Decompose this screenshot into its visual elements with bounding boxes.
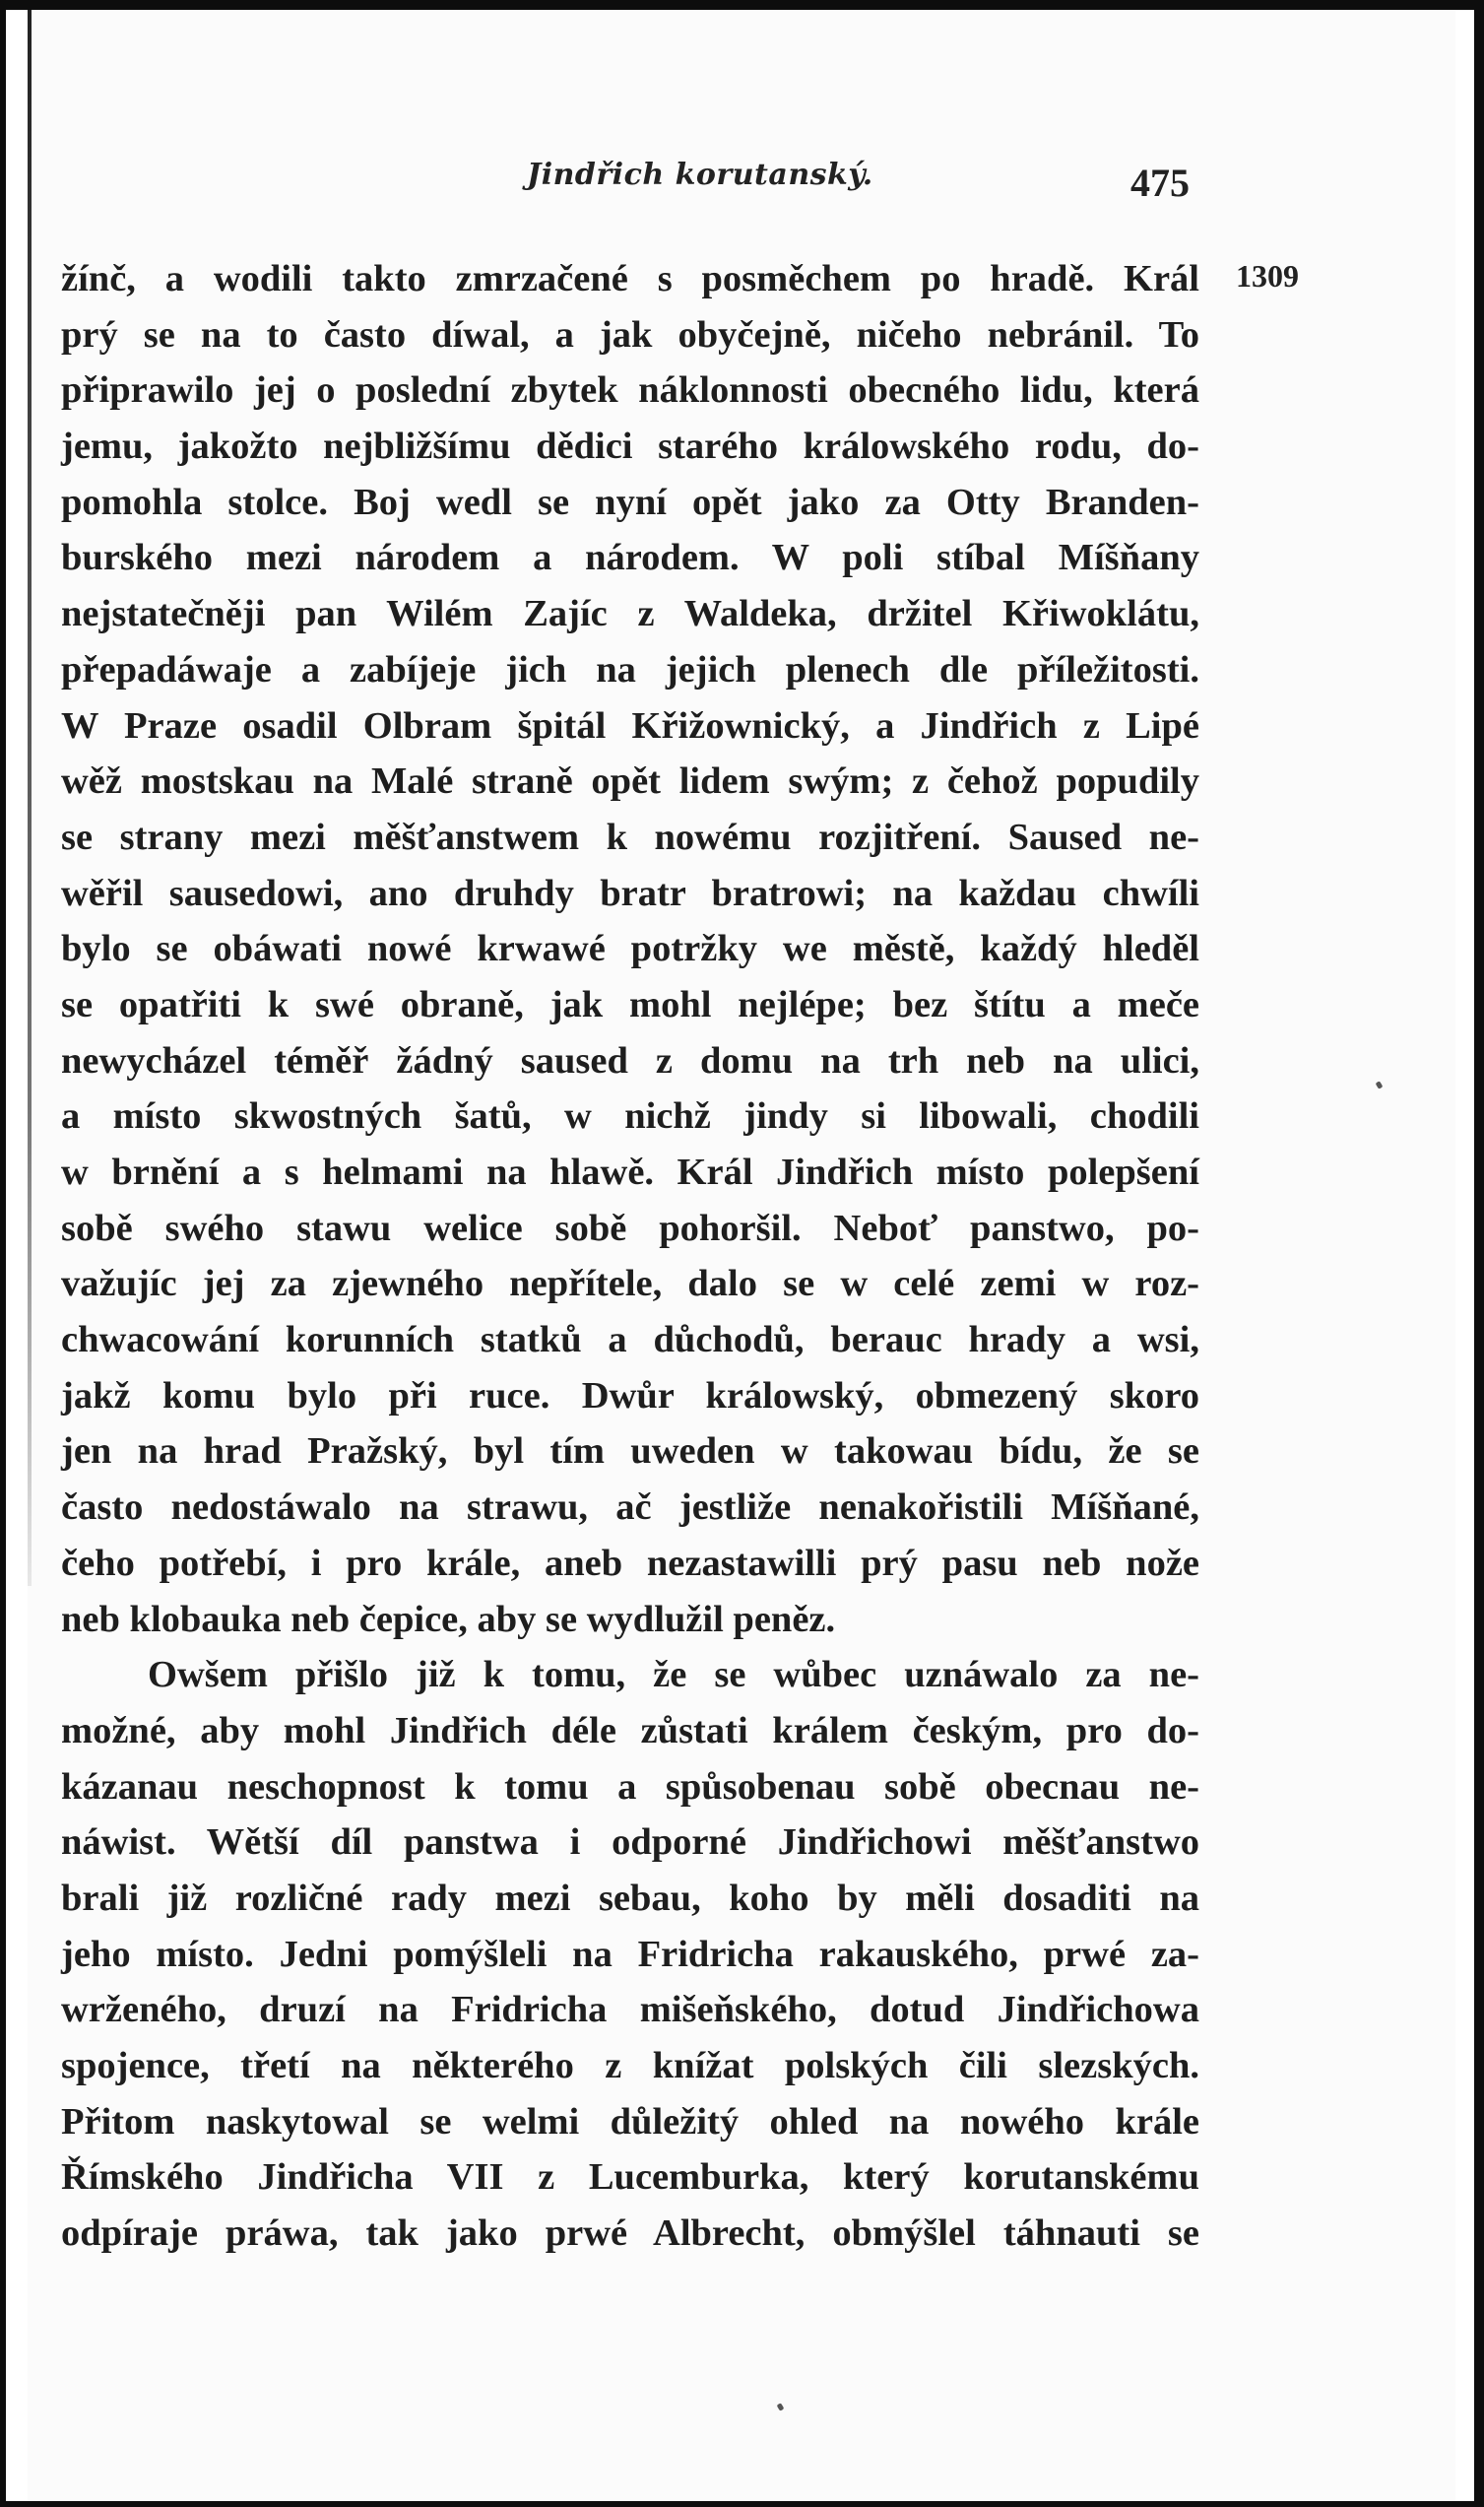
text-line: bylo se obáwati nowé krwawé potržky we městě, každý hleděl — [61, 928, 1199, 970]
text-line: a místo skwostných šatů, w nichž jindy si libowali, chodili — [61, 1095, 1199, 1138]
text-line: pomohla stolce. Boj wedl se nyní opět jako za Otty Branden- — [61, 481, 1199, 523]
text-line: přepadáwaje a zabíjeje jich na jejich plenech dle příležitosti. — [61, 648, 1199, 691]
text-line: čeho potřebí, i pro krále, aneb nezastawilli prý pasu neb nože — [61, 1542, 1199, 1584]
text-line: brali již rozličné rady mezi sebau, koho by měli dosaditi na — [61, 1877, 1199, 1919]
text-line: možné, aby mohl Jindřich déle zůstati králem českým, pro do- — [61, 1709, 1199, 1751]
text-line: jen na hrad Pražský, byl tím uweden w takowau bídu, že se — [61, 1430, 1199, 1473]
text-line: se opatřiti k swé obraně, jak mohl nejlépe; bez štítu a meče — [61, 983, 1199, 1025]
text-line: často nedostáwalo na strawu, ač jestliže nenakořistili Míšňané, — [61, 1486, 1199, 1529]
text-line: náwist. Wětší díl panstwa i odporné Jindřichowi měšťanstwo — [61, 1821, 1199, 1864]
text-line: wěž mostskau na Malé straně opět lidem swým; z čehož popudily — [61, 760, 1199, 803]
text-line: chwacowání korunních statků a důchodů, berauc hrady a wsi, — [61, 1319, 1199, 1361]
text-line: Přitom naskytowal se welmi důležitý ohled na nowého krále — [61, 2100, 1199, 2143]
text-line: jeho místo. Jedni pomýšleli na Fridricha rakauského, prwé za- — [61, 1933, 1199, 1975]
text-line: nejstatečněji pan Wilém Zajíc z Waldeka, držitel Křiwoklátu, — [61, 593, 1199, 635]
text-line: připrawilo jej o poslední zbytek náklonnosti obecného lidu, která — [61, 369, 1199, 412]
running-title: Jindřich korutanský. — [527, 158, 873, 192]
paragraph-start-line: Owšem přišlo již k tomu, že se wůbec uznáwalo za ne- — [148, 1654, 1199, 1696]
text-line: burského mezi národem a národem. W poli stíbal Míšňany — [61, 537, 1199, 579]
margin-year-note: 1309 — [1236, 258, 1299, 294]
text-line: jemu, jakožto nejbližšímu dědici starého králowského rodu, do- — [61, 426, 1199, 468]
text-line: važujíc jej za zjewného nepřítele, dalo se w celé zemi w roz- — [61, 1263, 1199, 1305]
text-line: sobě swého stawu welice sobě pohoršil. Neboť panstwo, po- — [61, 1207, 1199, 1249]
text-line: odpíraje práwa, tak jako prwé Albrecht, obmýšlel táhnauti se — [61, 2212, 1199, 2255]
text-line: newycházel téměř žádný saused z domu na trh neb na ulici, — [61, 1039, 1199, 1082]
body-text — [61, 251, 1199, 2262]
text-line: w brnění a s helmami na hlawě. Král Jindřich místo polepšení — [61, 1152, 1199, 1193]
text-line: žínč, a wodili takto zmrzačené s posměchem po hradě. Král — [61, 258, 1199, 299]
text-line: W Praze osadil Olbram špitál Křižownický, a Jindřich z Lipé — [61, 704, 1199, 747]
text-line: kázanau neschopnost k tomu a spůsobenau sobě obecnau ne- — [61, 1765, 1199, 1808]
text-line: wrženého, druzí na Fridricha mišeňského, dotud Jindřichowa — [61, 1989, 1199, 2031]
text-line: jakž komu bylo při ruce. Dwůr králowský, obmezený skoro — [61, 1374, 1199, 1417]
text-line: spojence, třetí na některého z knížat polských čili slezských. — [61, 2045, 1199, 2086]
paragraph-end-line: neb klobauka neb čepice, aby se wydlužil peněz. — [61, 1598, 836, 1640]
page-number: 475 — [1130, 161, 1190, 205]
text-line: wěřil sausedowi, ano druhdy bratr bratrowi; na každau chwíli — [61, 872, 1199, 914]
text-line: se strany mezi měšťanstwem k nowému rozjitření. Saused ne- — [61, 816, 1199, 858]
text-line: prý se na to často díwal, a jak obyčejně, ničeho nebránil. To — [61, 313, 1199, 356]
text-line: Římského Jindřicha VII z Lucemburka, který korutanskému — [61, 2156, 1199, 2199]
